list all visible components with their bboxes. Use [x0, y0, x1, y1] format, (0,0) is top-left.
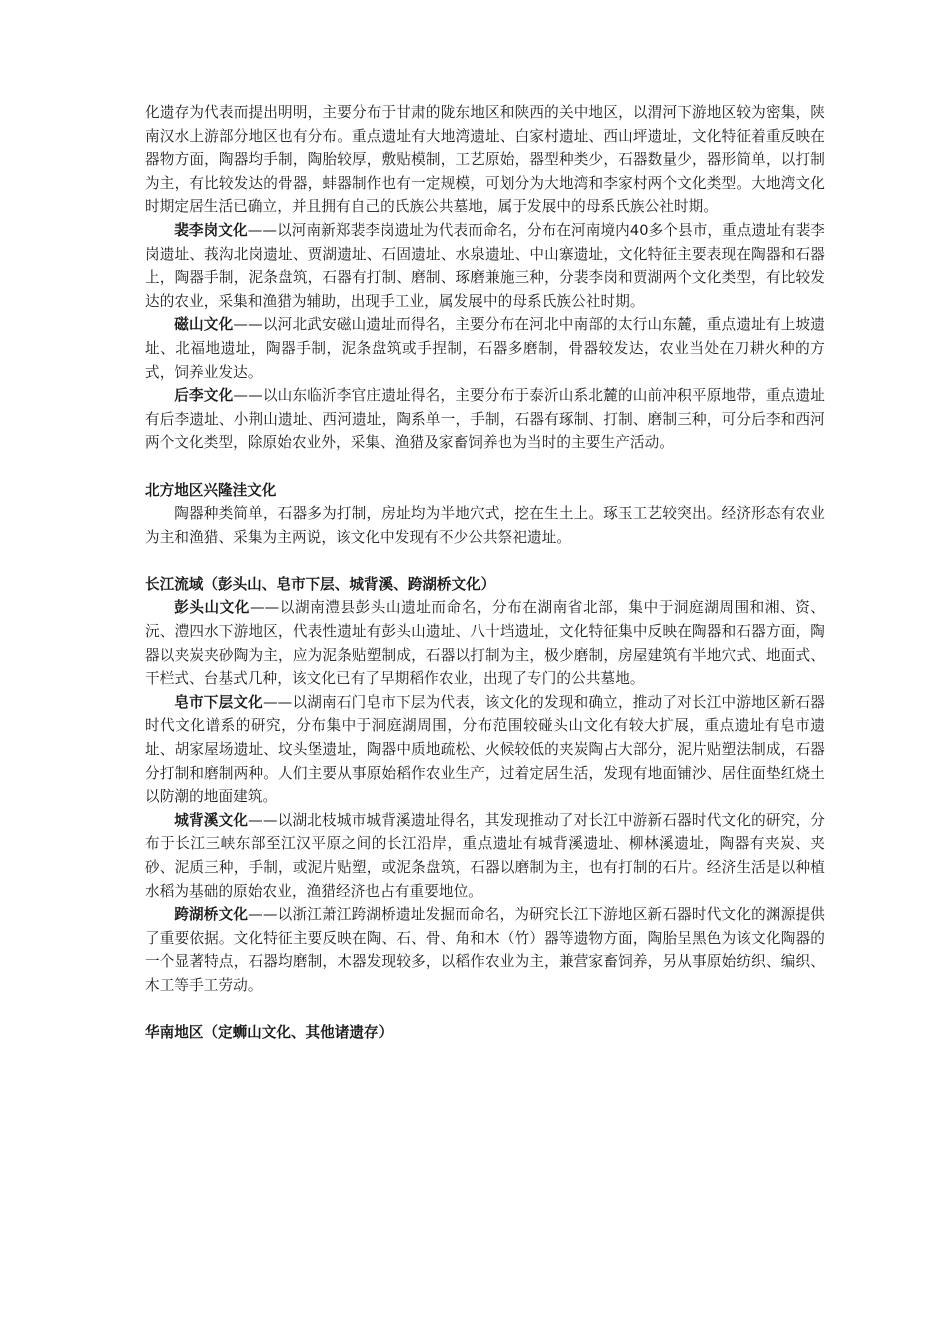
paragraph-zaoshi [145, 691, 825, 809]
paragraph-chengbeixi [145, 809, 825, 903]
paragraph-xinglongwa [145, 502, 825, 549]
culture-term: 裴李岗文化 [174, 221, 248, 239]
section-gap [145, 998, 825, 1022]
paragraph-cishan [145, 313, 825, 384]
culture-term: 城背溪文化 [174, 811, 249, 829]
paragraph-text: ——以湖南石门皂市下层为代表，该文化的发现和确立，推动了对长江中游地区新石器时代文化谱系的研究，分布集中于洞庭湖周围，分布范围较碰头山文化有较大扩展，重点遗址有皂市遗址、胡家屋场遗址、坟头堡遗址，陶器中质地疏松、火候较低的夹炭陶占大部分，泥片贴塑法制成，石器分打制和磨制两种。人们主要从事原始稻作农业生产，过着定居生活，发现有地面铺沙、居住面垫红烧土以防潮的地面建筑。 [145, 693, 825, 806]
section-gap [145, 549, 825, 573]
paragraph-text: ——以浙江萧江跨湖桥遗址发掘而命名，为研究长江下游地区新石器时代文化的渊源提供了重要依据。文化特征主要反映在陶、石、骨、角和木（竹）器等遗物方面，陶胎呈黑色为该文化陶器的一个显著特点，石器均磨制，木器发现较多，以稻作农业为主，兼营家畜饲养，另从事原始纺织、编织、木工等手工劳动。 [145, 906, 825, 994]
paragraph-text: 陶器种类简单，石器多为打制，房址均为半地穴式，挖在生土上。琢玉工艺较突出。经济形态有农业为主和渔猎、采集为主两说，该文化中发现有不少公共祭祀遗址。 [145, 505, 825, 546]
culture-term: 跨湖桥文化 [174, 906, 249, 924]
paragraph-text: ——以河北武安磁山遗址而得名，主要分布在河北中南部的太行山东麓，重点遗址有上坡遗址、北福地遗址，陶器手制，泥条盘筑或手捏制，石器多磨制，骨器较发达，农业当处在刀耕火种的方式，饲养业发达。 [145, 316, 825, 381]
culture-term: 彭头山文化 [174, 599, 250, 617]
paragraph-text: 化遗存为代表而提出明明，主要分布于甘肃的陇东地区和陕西的关中地区，以渭河下游地区较为密集，陕南汉水上游部分地区也有分布。重点遗址有大地湾遗址、白家村遗址、西山坪遗址，文化特征着重反映在器物方面，陶器均手制，陶胎较厚，敷贴模制，工艺原始，器型种类少，石器数量少，器形简单，以打制为主，有比较发达的骨器，蚌器制作也有一定规模，可划分为大地湾和李家村两个文化类型。大地湾文化时期定居生活已确立，并且拥有自己的氏族公共墓地，属于发展中的母系氏族公社时期。 [145, 104, 825, 216]
paragraph-peiligang [145, 219, 825, 313]
section-heading-north: 北方地区兴隆洼文化 [145, 481, 277, 499]
culture-term: 后李文化 [174, 387, 234, 405]
paragraph-houli [145, 384, 825, 455]
document-page [145, 101, 825, 1045]
culture-term: 磁山文化 [174, 316, 234, 334]
section-heading-yangtze: 长江流域（彭头山、皂市下层、城背溪、跨湖桥文化） [145, 575, 496, 593]
paragraph-text: ——以湖北枝城市城背溪遗址得名，其发现推动了对长江中游新石器时代文化的研究，分布于长江三峡东部至江汉平原之间的长江沿岸，重点遗址有城背溪遗址、柳林溪遗址，陶器有夹炭、夹砂、泥质三种，手制，或泥片贴塑，或泥条盘筑，石器以磨制为主，也有打制的石片。经济生活是以种植水稻为基础的原始农业，渔猎经济也占有重要地位。 [145, 811, 825, 900]
section-gap [145, 455, 825, 479]
paragraph-pengtoushan [145, 596, 825, 690]
section-heading-south: 华南地区（定蛳山文化、其他诸遗存） [145, 1024, 394, 1042]
paragraph-text: ——以河南新郑裴李岗遗址为代表而命名，分布在河南境内40多个县市，重点遗址有裴李岗遗址、莪沟北岗遗址、贾湖遗址、石固遗址、水泉遗址、中山寨遗址，文化特征主要表现在陶器和石器上，陶器手制，泥条盘筑，石器有打制、磨制、琢磨兼施三种，分裴李岗和贾湖两个文化类型，有比较发达的农业，采集和渔猎为辅助，出现手工业，属发展中的母系氏族公社时期。 [145, 221, 825, 310]
culture-term: 皂市下层文化 [174, 693, 263, 711]
paragraph-text: ——以湖南澧县彭头山遗址而命名，分布在湖南省北部，集中于洞庭湖周围和湘、资、沅、澧四水下游地区，代表性遗址有彭头山遗址、八十垱遗址，文化特征集中反映在陶器和石器方面，陶器以夹炭夹砂陶为主，应为泥条贴塑制成，石器以打制为主，极少磨制，房屋建筑有半地穴式、地面式、干栏式、台基式几种，该文化已有了早期稻作农业，出现了专门的公共墓地。 [145, 599, 825, 688]
paragraph-continuation [145, 101, 825, 219]
paragraph-kuahuqiao [145, 903, 825, 997]
paragraph-text: ——以山东临沂李官庄遗址得名，主要分布于泰沂山系北麓的山前冲积平原地带，重点遗址有后李遗址、小荆山遗址、西河遗址，陶系单一，手制，石器有琢制、打制、磨制三种，可分后李和西河两个文化类型，除原始农业外，采集、渔猎及家畜饲养也为当时的主要生产活动。 [145, 387, 825, 452]
